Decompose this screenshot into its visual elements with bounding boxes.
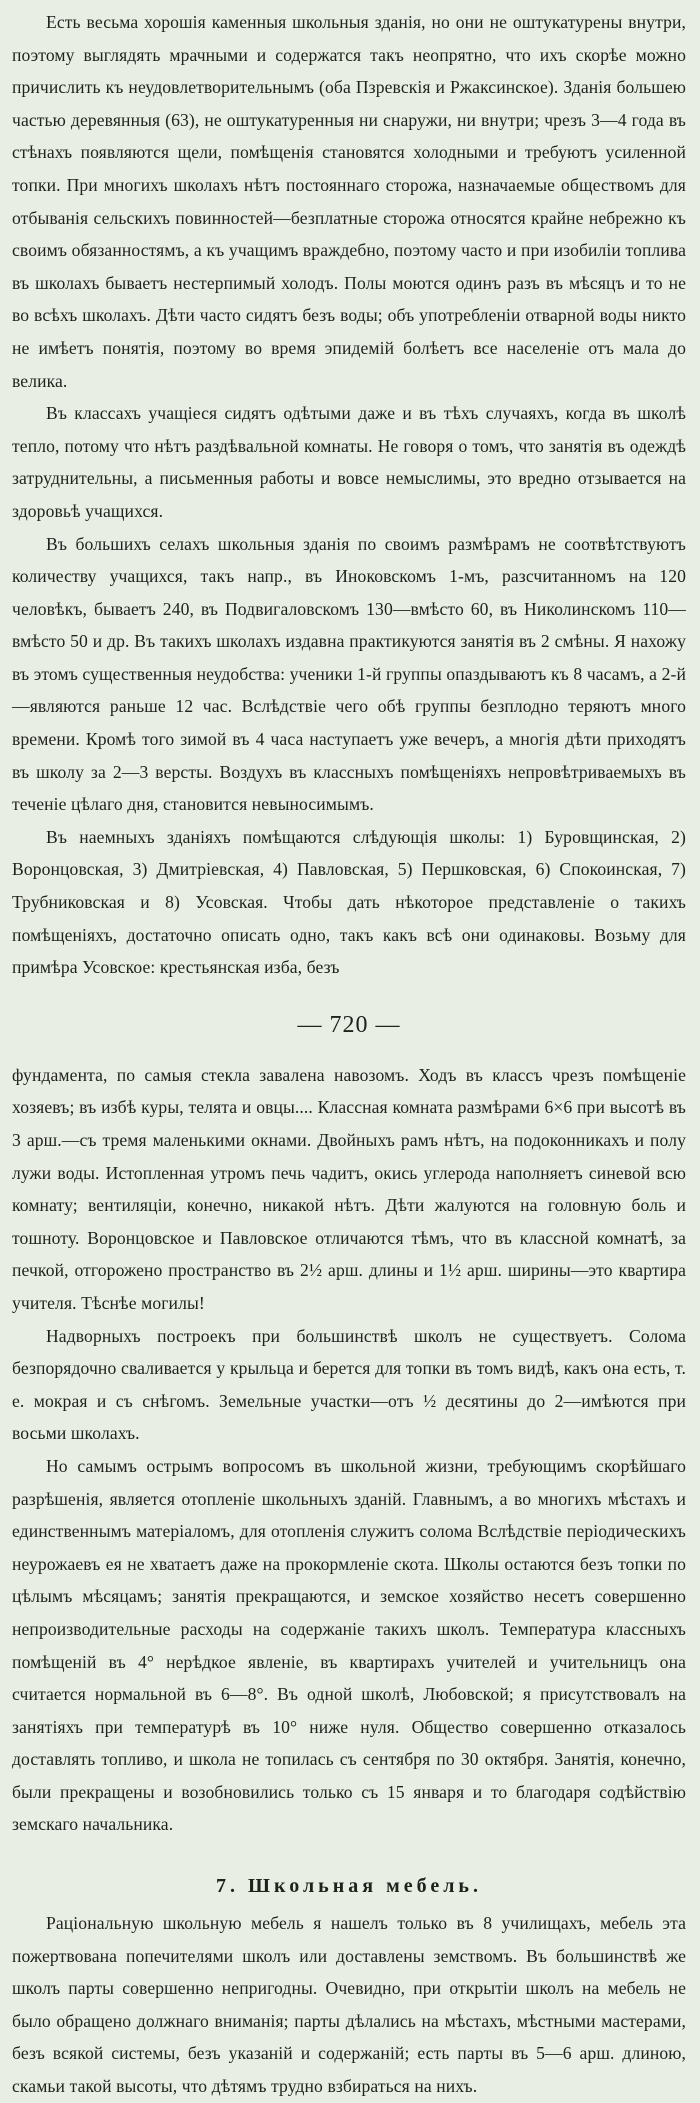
section-heading: 7. Школьная мебель. [215,1875,482,1898]
lower-text-block [12,1059,686,1841]
paragraph: Въ классахъ учащiеся сидятъ одѣтыми даже и въ тѣхъ случаяхъ, когда въ школѣ тепло, потому что нѣтъ раздѣвальной комнаты. Не говоря о томъ, что занятiя въ одеждѣ затруднительны, а письменныя работы и вовсе немыслимы, это вредно отзывается на здоровьѣ учащихся. [12,403,686,521]
paragraph: Есть весьма хорошiя каменныя школьныя зданiя, но они не оштукатурены внутри, поэтому выглядять мрачными и содержатся такъ неопрятно, что ихъ скорѣе можно причислить къ неудовлетворительнымъ (оба Пзревскiя и Ржаксинское). Зданiя большею частью деревянныя (63), не оштукатуренныя ни снаружи, ни внутри; чрезъ 3—4 года въ стѣнахъ появляются щели, помѣщенiя становятся холодными и требуютъ усиленной топки. При многихъ школахъ нѣтъ постояннаго сторожа, назначаемые обществомъ для отбыванiя сельскихъ повинностей—безплатные сторожа относятся крайне небрежно къ своимъ обязанностямъ, а къ учащимъ враждебно, поэтому часто и при изобилiи топлива въ школахъ бываетъ нестерпимый холодъ. Полы моются одинъ разъ въ мѣсяцъ и то не во всѣхъ школахъ. Дѣти часто сидятъ безъ воды; объ употребленiи отварной воды никто не имѣетъ понятiя, поэтому во время эпидемiй болѣетъ все населенiе отъ мала до велика. [12,12,686,391]
paragraph: Надворныхъ построекъ при большинствѣ школъ не существуетъ. Солома безпорядочно сваливается у крыльца и берется для топки въ томъ видѣ, какъ она есть, т. е. мокрая и съ снѣгомъ. Земельные участки—отъ ½ десятины до 2—имѣются при восьми школахъ. [12,1325,686,1444]
paragraph: Но самымъ острымъ вопросомъ въ школьной жизни, требующимъ скорѣйшаго разрѣшенiя, является отопленiе школьныхъ зданiй. Главнымъ, а во многихъ мѣстахъ и единственнымъ матерiаломъ, для отопленiя служитъ солома Вслѣдствiе перiодическихъ неурожаевъ ея не хватаетъ даже на прокормленiе скота. Школы остаются безъ топки по цѣлымъ мѣсяцамъ; занятiя прекращаются, и земское хозяйство несетъ совершенно непроизводительные расходы на содержанiе такихъ школъ. Температура классныхъ помѣщенiй въ 4° нерѣдкое явленiе, въ квартирахъ учителей и учительницъ она считается нормальной въ 6—8°. Въ одной школѣ, Любовской; я присутствовалъ на занятiяхъ при температурѣ въ 10° ниже нуля. Общество совершенно отказалось доставлять топливо, и школа не топилась съ сентября по 30 октября. Занятiя, конечно, были прекращены и возобновились только съ 15 января и то благодаря содѣйствiю земскаго начальника. [12,1455,686,1835]
page-number: — 720 — [297,1011,401,1038]
paragraph: Рацiональную школьную мебель я нашелъ только въ 8 училищахъ, мебель эта пожертвована попечителями школъ или доставлены земствомъ. Въ большинствѣ же школъ парты совершенно непригодны. Очевидно, при открытiи школъ на мебель не было обращено должнаго вниманiя; парты дѣлались на мѣстахъ, мѣстными мастерами, безъ всякой системы, безъ указанiй и содержанiй; есть парты въ 5—6 арш. длиною, скамьи такой высоты, что дѣтямъ трудно взбираться на нихъ. [12,1913,686,2097]
paragraph: Въ наемныхъ зданiяхъ помѣщаются слѣдующiя школы: 1) Буровщинская, 2) Воронцовская, 3) Дмитрiевская, 4) Павловская, 5) Першковская, 6) Спокоинская, 7) Трубниковская и 8) Усовская. Чтобы дать нѣкоторое представленiе о такихъ помѣщенiяхъ, достаточно описать одно, такъ какъ всѣ они одинаковы. Возьму для примѣра Усовское: крестьянская изба, безъ [12,826,686,978]
paragraph: Въ большихъ селахъ школьныя зданiя по своимъ размѣрамъ не соотвѣтствуютъ количеству учащихся, такъ напр., въ Иноковскомъ 1-мъ, разсчитанномъ на 120 человѣкъ, бываетъ 240, въ Подвигаловскомъ 130—вмѣсто 60, въ Николинскомъ 110—вмѣсто 50 и др. Въ такихъ школахъ издавна практикуются занятiя въ 2 смѣны. Я нахожу въ этомъ существенныя неудобства: ученики 1-й группы опаздываютъ къ 8 часамъ, а 2-й—являются раньше 12 час. Вслѣдствiе чего обѣ группы безплодно теряютъ много времени. Кромѣ того зимой въ 4 часа наступаетъ уже вечеръ, а многiя дѣти приходятъ въ школу за 2—3 версты. Воздухъ въ классныхъ помѣщенiяхъ непровѣтриваемыхъ въ теченiе цѣлаго дня, становится невыносимымъ. [12,533,686,815]
paragraph: фундамента, по самыя стекла завалена навозомъ. Ходъ въ классъ чрезъ помѣщенiе хозяевъ; въ избѣ куры, телята и овцы.... Классная комната размѣрами 6×6 при высотѣ въ 3 арш.—съ тремя маленькими окнами. Двойныхъ рамъ нѣтъ, на подоконникахъ и полу лужи воды. Истопленная утромъ печь чадитъ, окись углерода наполняетъ синевой всю комнату; вентиляцiи, конечно, никакой нѣтъ. Дѣти жалуются на головную боль и тошноту. Воронцовское и Павловское отличаются тѣмъ, что въ классной комнатѣ, за печкой, отгорожено пространство въ 2½ арш. длины и 1½ арш. ширины—это квартира учителя. Тѣснѣе могилы! [12,1064,686,1313]
section-text-block [12,1907,686,2103]
upper-text-block [12,6,686,984]
